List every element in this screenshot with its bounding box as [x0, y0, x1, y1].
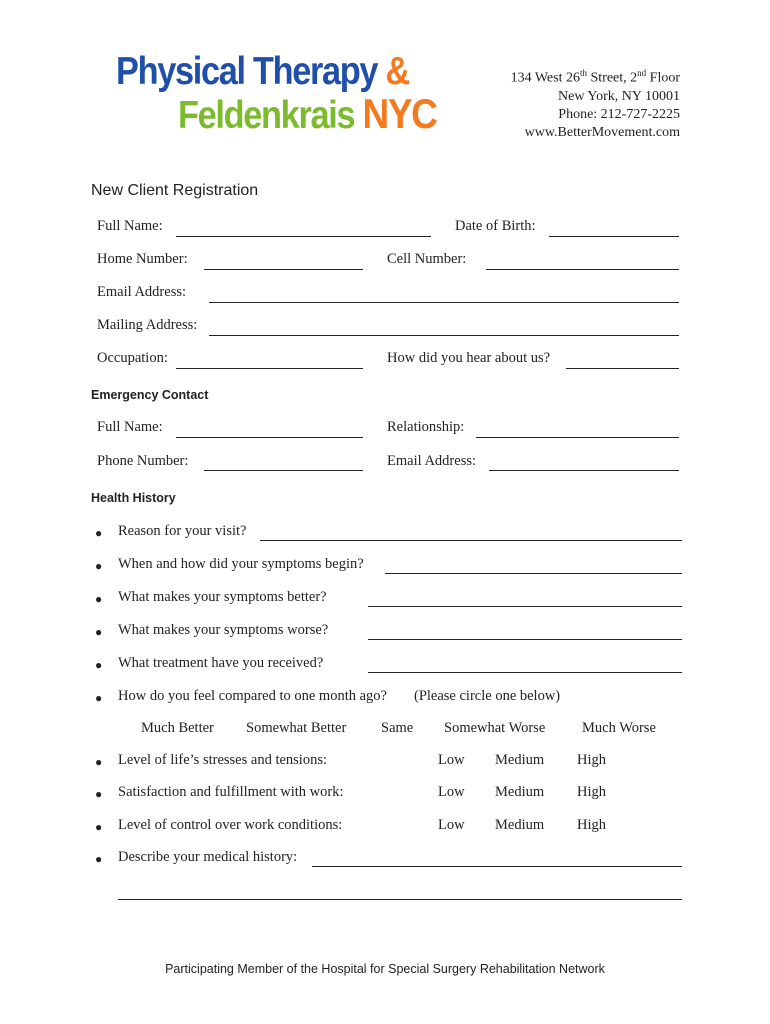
symptoms-better-field[interactable] — [368, 606, 682, 607]
address-website[interactable]: www.BetterMovement.com — [524, 124, 680, 140]
home-number-field[interactable] — [204, 269, 363, 270]
reason-label: Reason for your visit? — [118, 523, 247, 539]
dob-field[interactable] — [549, 236, 679, 237]
medical-history-field-line-2[interactable] — [118, 899, 682, 900]
symptoms-worse-label: What makes your symptoms worse? — [118, 622, 329, 638]
option-much-worse[interactable]: Much Worse — [582, 720, 656, 736]
satisfaction-option-high[interactable]: High — [577, 784, 606, 800]
bullet-icon: ● — [95, 658, 103, 672]
bullet-icon: ● — [95, 820, 103, 834]
form-title: New Client Registration — [91, 182, 259, 199]
emergency-email-label: Email Address: — [387, 453, 477, 469]
control-label: Level of control over work conditions: — [118, 817, 343, 833]
symptoms-begin-field[interactable] — [385, 573, 682, 574]
stress-option-high[interactable]: High — [577, 752, 606, 768]
emergency-name-label: Full Name: — [97, 419, 163, 435]
referral-field[interactable] — [566, 368, 679, 369]
medical-history-field[interactable] — [312, 866, 682, 867]
address-city: New York, NY 10001 — [558, 88, 680, 104]
emergency-phone-field[interactable] — [204, 470, 363, 471]
bullet-icon: ● — [95, 691, 103, 705]
stress-label: Level of life’s stresses and tensions: — [118, 752, 327, 768]
bullet-icon: ● — [95, 592, 103, 606]
compare-note: (Please circle one below) — [414, 688, 561, 704]
bullet-icon: ● — [95, 787, 103, 801]
address-street: 134 West 26th Street, 2nd Floor — [510, 68, 680, 86]
symptoms-better-label: What makes your symptoms better? — [118, 589, 327, 605]
occupation-field[interactable] — [176, 368, 363, 369]
footer-note: Participating Member of the Hospital for Special Surgery Rehabilitation Network — [165, 962, 605, 976]
option-same[interactable]: Same — [381, 720, 414, 736]
logo-ampersand: & — [385, 50, 409, 93]
emergency-name-field[interactable] — [176, 437, 363, 438]
reason-field[interactable] — [260, 540, 682, 541]
emergency-phone-label: Phone Number: — [97, 453, 189, 469]
logo-text-feldenkrais: Feldenkrais — [178, 94, 355, 137]
treatment-field[interactable] — [368, 672, 682, 673]
emergency-email-field[interactable] — [489, 470, 679, 471]
full-name-field[interactable] — [176, 236, 431, 237]
mailing-address-label: Mailing Address: — [97, 317, 198, 333]
bullet-icon: ● — [95, 852, 103, 866]
full-name-label: Full Name: — [97, 218, 163, 234]
dob-label: Date of Birth: — [455, 218, 536, 234]
stress-option-medium[interactable]: Medium — [495, 752, 545, 768]
option-somewhat-better[interactable]: Somewhat Better — [246, 720, 347, 736]
cell-number-label: Cell Number: — [387, 251, 467, 267]
symptoms-worse-field[interactable] — [368, 639, 682, 640]
treatment-label: What treatment have you received? — [118, 655, 324, 671]
satisfaction-label: Satisfaction and fulfillment with work: — [118, 784, 344, 800]
option-much-better[interactable]: Much Better — [141, 720, 214, 736]
emergency-heading: Emergency Contact — [91, 388, 209, 402]
satisfaction-option-medium[interactable]: Medium — [495, 784, 545, 800]
mailing-address-field[interactable] — [209, 335, 679, 336]
logo-line-2 — [178, 90, 437, 137]
logo-line-1 — [116, 52, 409, 91]
occupation-label: Occupation: — [97, 350, 168, 366]
satisfaction-option-low[interactable]: Low — [438, 784, 465, 800]
logo-text-nyc: NYC — [362, 90, 437, 137]
email-field[interactable] — [209, 302, 679, 303]
relationship-field[interactable] — [476, 437, 679, 438]
option-somewhat-worse[interactable]: Somewhat Worse — [444, 720, 546, 736]
relationship-label: Relationship: — [387, 419, 465, 435]
address-block — [511, 64, 680, 142]
bullet-icon: ● — [95, 625, 103, 639]
logo-text-physical-therapy: Physical Therapy — [116, 50, 378, 93]
email-label: Email Address: — [97, 284, 187, 300]
control-option-high[interactable]: High — [577, 817, 606, 833]
compare-label: How do you feel compared to one month ago? — [118, 688, 387, 704]
cell-number-field[interactable] — [486, 269, 679, 270]
control-option-low[interactable]: Low — [438, 817, 465, 833]
medical-history-label: Describe your medical history: — [118, 849, 298, 865]
address-phone: Phone: 212-727-2225 — [558, 106, 680, 122]
symptoms-begin-label: When and how did your symptoms begin? — [118, 556, 364, 572]
bullet-icon: ● — [95, 559, 103, 573]
health-heading: Health History — [91, 491, 176, 505]
control-option-medium[interactable]: Medium — [495, 817, 545, 833]
stress-option-low[interactable]: Low — [438, 752, 465, 768]
referral-label: How did you hear about us? — [387, 350, 551, 366]
home-number-label: Home Number: — [97, 251, 188, 267]
bullet-icon: ● — [95, 526, 103, 540]
bullet-icon: ● — [95, 755, 103, 769]
